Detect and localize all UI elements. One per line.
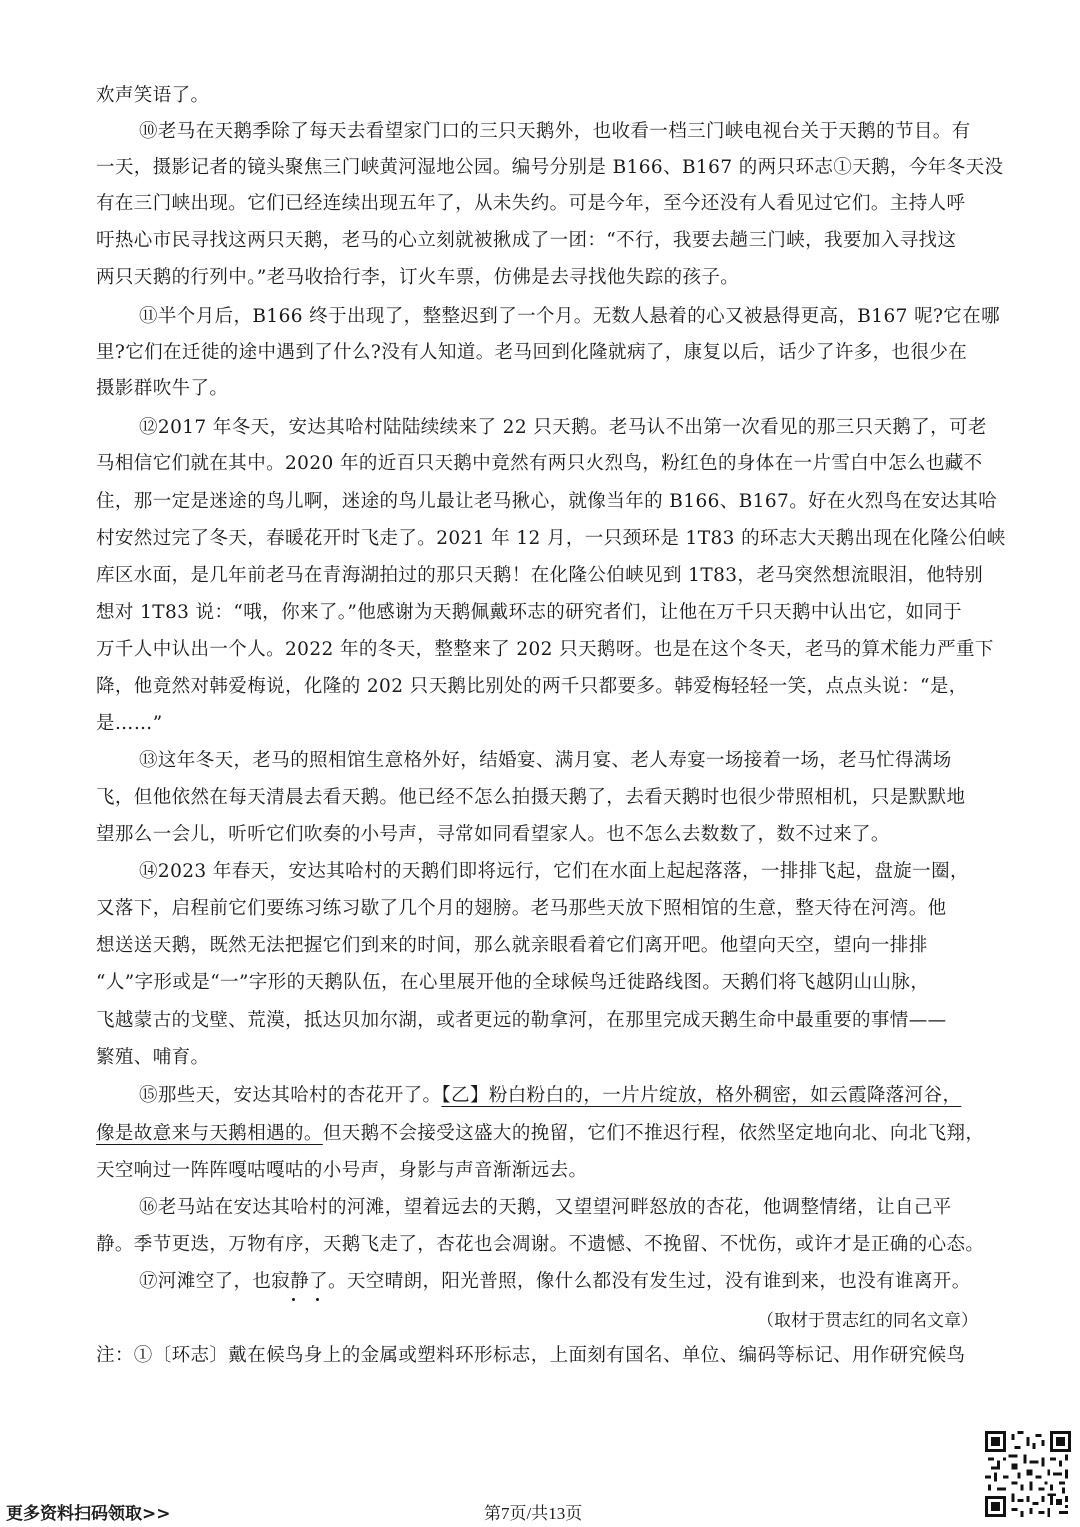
paragraph-13-line-3: 望那么一会儿，听听它们吹奏的小号声，寻常如同看望家人。也不怎么去数数了，数不过来了。 xyxy=(96,824,890,845)
paragraph-16-line-2: 静。季节更迭，万物有序，天鹅飞走了，杏花也会凋谢。不遗憾、不挽留、不忧伤，或许才是正确的心态。 xyxy=(96,1234,985,1255)
paragraph-14-line-1: ⑭2023 年春天，安达其哈村的天鹅们即将远行，它们在水面上起起落落，一排排飞起，盘旋一圈， xyxy=(139,861,969,882)
paragraph-14-line-3: 想送送天鹅，既然无法把握它们到来的时间，那么就亲眼看着它们离开吧。他望向天空，望向一排排 xyxy=(96,935,928,956)
footnote: 注：①〔环志〕戴在候鸟身上的金属或塑料环形标志，上面刻有国名、单位、编码等标记、用作研究候鸟 xyxy=(96,1345,966,1366)
paragraph-12-line-8: 降，他竟然对韩爱梅说，化隆的 202 只天鹅比别处的两千只都要多。韩爱梅轻轻一笑，点点头说：“是， xyxy=(96,676,968,697)
underlined-passage-yi: 【乙】粉白粉白的，一片片绽放，格外稠密，如云霞降落河谷， xyxy=(441,1085,962,1106)
paragraph-10-line-1: ⑩老马在天鹅季除了每天去看望家门口的三只天鹅外，也收看一档三门峡电视台关于天鹅的节目。有 xyxy=(139,121,971,142)
paragraph-15-line-1 xyxy=(139,1084,961,1108)
paragraph-13-line-2: 飞，但他依然在每天清晨去看天鹅。他已经不怎么拍摄天鹅了，去看天鹅时也很少带照相机，只是默默地 xyxy=(96,787,966,808)
paragraph-11-line-3: 摄影群吹牛了。 xyxy=(96,378,229,399)
paragraph-12-line-7: 万千人中认出一个人。2022 年的冬天，整整来了 202 只天鹅呀。也是在这个冬天，老马的算术能力严重下 xyxy=(96,639,994,660)
paragraph-12-line-9: 是……” xyxy=(96,713,163,734)
emphasis-dot xyxy=(316,1298,319,1301)
paragraph-14-line-5: 飞越蒙古的戈壁、荒漠，抵达贝加尔湖，或者更远的勒拿河，在那里完成天鹅生命中最重要的事情—— xyxy=(96,1010,947,1031)
paragraph-11-line-2: 里?它们在迁徙的途中遇到了什么?没有人知道。老马回到化隆就病了，康复以后，话少了许多，也很少在 xyxy=(96,342,968,363)
paragraph-15-text-2: 但天鹅不会接受这盛大的挽留，它们不推迟行程，依然坚定地向北、向北飞翔， xyxy=(322,1123,985,1144)
underlined-passage-yi-end: 像是故意来与天鹅相遇的。 xyxy=(96,1123,323,1144)
paragraph-10-line-4: 吁热心市民寻找这两只天鹅，老马的心立刻就被揪成了一团：“不行，我要去趟三门峡，我要加入寻找这 xyxy=(96,230,957,251)
paragraph-12-line-2: 马相信它们就在其中。2020 年的近百只天鹅中竟然有两只火烈鸟，粉红色的身体在一片雪白中怎么也藏不 xyxy=(96,453,983,474)
paragraph-14-line-2: 又落下，启程前它们要练习练习歇了几个月的翅膀。老马那些天放下照相馆的生意，整天待在河湾。他 xyxy=(96,898,947,919)
paragraph-13-line-1: ⑬这年冬天，老马的照相馆生意格外好，结婚宴、满月宴、老人寿宴一场接着一场，老马忙得满场 xyxy=(139,750,952,771)
emphasis-dot xyxy=(292,1298,295,1301)
paragraph-12-line-3: 住，那一定是迷途的鸟儿啊，迷途的鸟儿最让老马揪心，就像当年的 B166、B167。好在火烈鸟在安达其哈 xyxy=(96,491,998,512)
paragraph-10-line-3: 有在三门峡出现。它们已经连续出现五年了，从未失约。可是今年，至今还没有人看见过它们。主持人呼 xyxy=(96,193,966,214)
footer-more-resources[interactable]: 更多资料扫码领取>> xyxy=(6,1504,171,1524)
source-note: （取材于贯志红的同名文章） xyxy=(757,1311,978,1331)
paragraph-15-line-2 xyxy=(96,1122,984,1146)
qr-code-icon[interactable] xyxy=(985,1431,1071,1517)
paragraph-15-text: ⑮那些天，安达其哈村的杏花开了。 xyxy=(139,1085,442,1106)
paragraph-14-line-4: “人”字形或是“一”字形的天鹅队伍，在心里展开他的全球候鸟迁徙路线图。天鹅们将飞越阴山山脉， xyxy=(96,972,930,993)
paragraph-12-line-5: 库区水面，是几年前老马在青海湖拍过的那只天鹅！在化隆公伯峡见到 1T83，老马突然想流眼泪，他特别 xyxy=(96,565,984,586)
paragraph-12-line-6: 想对 1T83 说：“哦，你来了。”他感谢为天鹅佩戴环志的研究者们，让他在万千只天鹅中认出它，如同于 xyxy=(96,602,963,623)
paragraph-9-line-1: 欢声笑语了。 xyxy=(96,85,210,106)
paragraph-12-line-4: 村安然过完了冬天，春暖花开时飞走了。2021 年 12 月，一只颈环是 1T83 的环志大天鹅出现在化隆公伯峡 xyxy=(96,528,1006,549)
paragraph-14-line-6: 繁殖、哺育。 xyxy=(96,1047,210,1068)
paragraph-17-line-1: ⑰河滩空了，也寂静了。天空晴朗，阳光普照，像什么都没有发生过，没有谁到来，也没有谁离开。 xyxy=(139,1271,971,1292)
paragraph-10-line-5: 两只天鹅的行列中。”老马收拾行李，订火车票，仿佛是去寻找他失踪的孩子。 xyxy=(96,267,740,288)
page-number: 第7页/共13页 xyxy=(484,1504,583,1523)
paragraph-16-line-1: ⑯老马站在安达其哈村的河滩，望着远去的天鹅，又望望河畔怒放的杏花，他调整情绪，让自己平 xyxy=(139,1197,952,1218)
paragraph-12-line-1: ⑫2017 年冬天，安达其哈村陆陆续续来了 22 只天鹅。老马认不出第一次看见的那三只天鹅了，可老 xyxy=(139,417,987,438)
paragraph-10-line-2: 一天，摄影记者的镜头聚焦三门峡黄河湿地公园。编号分别是 B166、B167 的两只环志①天鹅，今年冬天没 xyxy=(96,157,1004,178)
paragraph-15-line-3: 天空响过一阵阵嘎咕嘎咕的小号声，身影与声音渐渐远去。 xyxy=(96,1160,588,1181)
paragraph-11-line-1: ⑪半个月后，B166 终于出现了，整整迟到了一个月。无数人悬着的心又被悬得更高，B167 呢?它在哪 xyxy=(139,306,1000,327)
